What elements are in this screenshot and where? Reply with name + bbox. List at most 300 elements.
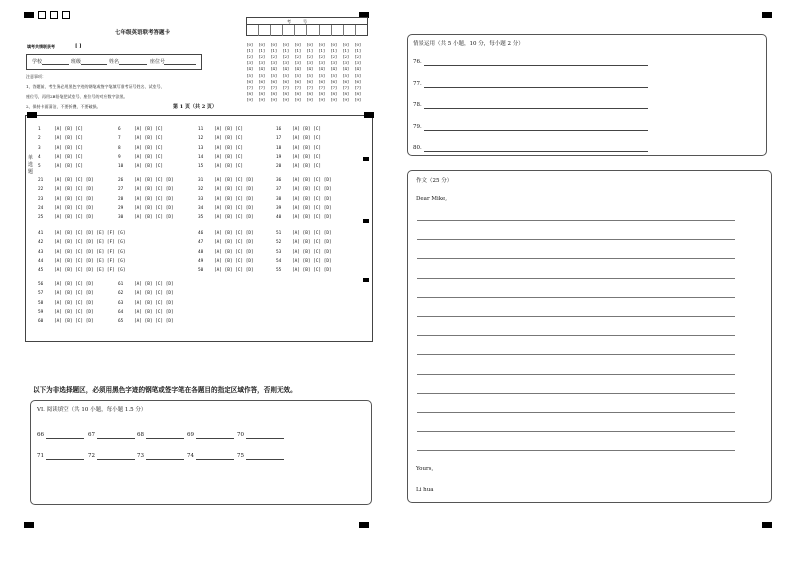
digit-bubble[interactable]: [3] (343, 60, 349, 66)
digit-bubble[interactable]: [3] (307, 60, 313, 66)
digit-bubble[interactable]: [9] (355, 96, 361, 102)
question-number: 29 (118, 205, 124, 211)
essay-writing-line[interactable] (417, 393, 735, 394)
answer-options[interactable]: [A] [B] [C] [D] (54, 300, 94, 306)
question-number: 13 (198, 145, 204, 151)
digit-bubble[interactable]: [1] (271, 48, 277, 54)
digit-bubble[interactable]: [4] (343, 66, 349, 72)
answer-options[interactable]: [A] [B] [C] [D] (134, 187, 174, 193)
question-number: 9 (118, 154, 121, 160)
corner-mark (762, 522, 772, 528)
instruction-text: 以下为非选择题区，必须用黑色字迹的钢笔或签字笔在各题目的指定区域作答，否则无效。 (33, 386, 297, 394)
question-number: 36 (276, 178, 282, 183)
question-number: 6 (118, 127, 121, 132)
digit-bubble[interactable]: [2] (283, 54, 289, 60)
answer-options[interactable]: [A] [B] [C] [D] (54, 309, 94, 315)
cloze-box (30, 400, 372, 505)
cloze-answer-line[interactable] (196, 459, 234, 460)
cloze-answer-line[interactable] (97, 438, 135, 439)
digit-bubble[interactable]: [5] (247, 72, 253, 78)
answer-options[interactable]: [A] [B] [C] [D] [E] [F] [G] (54, 258, 126, 264)
digit-bubble[interactable]: [6] (331, 78, 337, 84)
answer-options[interactable]: [A] [B] [C] [D] (54, 196, 94, 202)
student-info-box (26, 54, 202, 70)
essay-writing-line[interactable] (417, 374, 735, 375)
digit-bubble[interactable]: [2] (247, 54, 253, 60)
answer-options[interactable]: [A] [B] [C] [D] (134, 309, 174, 315)
digit-bubble[interactable]: [0] (307, 42, 313, 47)
essay-signature: Li hua (416, 487, 434, 493)
cloze-number: 69 (187, 432, 194, 438)
question-number: 8 (118, 145, 121, 151)
question-number: 46 (198, 231, 204, 236)
question-number: 15 (198, 164, 204, 170)
essay-writing-line[interactable] (417, 354, 735, 355)
digit-bubble[interactable]: [1] (307, 48, 313, 54)
digit-bubble[interactable]: [9] (343, 96, 349, 102)
answer-options[interactable]: [A] [B] [C] (134, 145, 164, 151)
answer-options[interactable]: [A] [B] [C] [D] (292, 187, 332, 193)
cloze-number: 74 (187, 453, 194, 459)
question-number: 63 (118, 300, 124, 306)
digit-bubble[interactable]: [9] (307, 96, 313, 102)
question-number: 54 (276, 258, 282, 264)
cloze-answer-line[interactable] (146, 438, 184, 439)
corner-mark (24, 12, 34, 18)
digit-bubble[interactable]: [2] (295, 54, 301, 60)
cloze-number: 73 (137, 453, 144, 459)
answer-options[interactable]: [A] [B] [C] [D] (134, 291, 174, 297)
digit-bubble[interactable]: [8] (247, 90, 253, 96)
answer-options[interactable]: [A] [B] [C] (134, 127, 164, 132)
situational-answer-line[interactable] (424, 151, 648, 152)
answer-options[interactable]: [A] [B] [C] (54, 127, 84, 132)
answer-options[interactable]: [A] [B] [C] [D] (214, 196, 254, 202)
question-number: 1 (38, 127, 41, 132)
question-number: 23 (38, 196, 44, 202)
answer-options[interactable]: [A] [B] [C] [D] (134, 205, 174, 211)
essay-writing-line[interactable] (417, 239, 735, 240)
digit-bubble[interactable]: [5] (271, 72, 277, 78)
checkbox-icon (62, 11, 70, 19)
question-number: 21 (38, 178, 44, 183)
exam-number-box (246, 17, 368, 36)
question-number: 51 (276, 231, 282, 236)
digit-bubble[interactable]: [5] (259, 72, 265, 78)
digit-bubble[interactable]: [0] (331, 42, 337, 47)
answer-options[interactable]: [A] [B] [C] [D] [E] [F] [G] (54, 231, 126, 236)
digit-bubble[interactable]: [7] (343, 84, 349, 90)
digit-bubble[interactable]: [0] (247, 42, 253, 47)
question-number: 38 (276, 196, 282, 202)
digit-bubble[interactable]: [9] (247, 96, 253, 102)
answer-options[interactable]: [A] [B] [C] (134, 154, 164, 160)
digit-bubble[interactable]: [2] (343, 54, 349, 60)
exam-number-label: 考 号 (287, 19, 307, 24)
digit-bubble[interactable]: [4] (307, 66, 313, 72)
answer-options[interactable]: [A] [B] [C] [D] (54, 187, 94, 193)
cloze-number: 68 (137, 432, 144, 438)
question-number: 16 (276, 127, 282, 132)
question-number: 4 (38, 154, 41, 160)
question-number: 62 (118, 291, 124, 297)
situational-number: 79. (413, 123, 422, 130)
answer-options[interactable]: [A] [B] [C] [D] (292, 205, 332, 211)
digit-bubble[interactable]: [1] (319, 48, 325, 54)
fill-bracket: [ ] (75, 43, 82, 49)
cloze-answer-line[interactable] (196, 438, 234, 439)
digit-bubble[interactable]: [4] (283, 66, 289, 72)
digit-bubble[interactable]: [2] (259, 54, 265, 60)
answer-options[interactable]: [A] [B] [C] [D] (292, 258, 332, 264)
answer-options[interactable]: [A] [B] [C] [D] (54, 178, 94, 183)
digit-bubble[interactable]: [3] (271, 60, 277, 66)
digit-bubble[interactable]: [5] (355, 72, 361, 78)
digit-bubble[interactable]: [4] (247, 66, 253, 72)
situational-number: 77. (413, 80, 422, 87)
digit-bubble[interactable]: [2] (355, 54, 361, 60)
digit-bubble[interactable]: [0] (271, 42, 277, 47)
digit-bubble[interactable]: [9] (259, 96, 265, 102)
answer-options[interactable]: [A] [B] [C] [D] (292, 240, 332, 246)
digit-bubble[interactable]: [3] (259, 60, 265, 66)
digit-bubble[interactable]: [3] (319, 60, 325, 66)
answer-options[interactable]: [A] [B] [C] (292, 127, 322, 132)
digit-bubble[interactable]: [5] (295, 72, 301, 78)
question-number: 50 (198, 268, 204, 274)
digit-bubble[interactable]: [6] (271, 78, 277, 84)
digit-bubble[interactable]: [0] (343, 42, 349, 47)
digit-bubble[interactable]: [9] (295, 96, 301, 102)
answer-options[interactable]: [A] [B] [C] [D] (292, 249, 332, 255)
checkbox-icon (50, 11, 58, 19)
digit-bubble[interactable]: [7] (247, 84, 253, 90)
digit-bubble[interactable]: [3] (295, 60, 301, 66)
corner-mark (762, 12, 772, 18)
question-number: 44 (38, 258, 44, 264)
digit-bubble[interactable]: [6] (307, 78, 313, 84)
cloze-number: 70 (237, 432, 244, 438)
question-number: 40 (276, 215, 282, 221)
situational-answer-line[interactable] (424, 130, 648, 131)
digit-bubble[interactable]: [1] (247, 48, 253, 54)
notes-title: 注意事项： (26, 74, 46, 79)
question-number: 58 (38, 300, 44, 306)
answer-options[interactable]: [A] [B] [C] [D] (54, 205, 94, 211)
digit-bubble[interactable]: [9] (271, 96, 277, 102)
essay-greeting: Dear Mike, (416, 196, 448, 202)
question-number: 11 (198, 127, 204, 132)
cloze-answer-line[interactable] (46, 438, 84, 439)
digit-bubble[interactable]: [7] (295, 84, 301, 90)
question-number: 33 (198, 196, 204, 202)
answer-options[interactable]: [A] [B] [C] [D] (292, 268, 332, 274)
situational-number: 78. (413, 102, 422, 108)
essay-writing-line[interactable] (417, 431, 735, 432)
essay-writing-line[interactable] (417, 297, 735, 298)
answer-options[interactable]: [A] [B] [C] (292, 136, 322, 142)
fill-label: 填考共情联获考 (27, 44, 55, 49)
cloze-number: 67 (88, 432, 95, 438)
question-number: 55 (276, 268, 282, 274)
answer-options[interactable]: [A] [B] [C] [D] (214, 231, 254, 236)
essay-writing-line[interactable] (417, 316, 735, 317)
answer-options[interactable]: [A] [B] [C] (214, 145, 244, 151)
cloze-title: VI. 阅读填空（共 10 小题，每小题 1.5 分） (37, 407, 147, 413)
situational-number: 80. (413, 145, 422, 151)
question-number: 26 (118, 178, 124, 183)
answer-options[interactable]: [A] [B] [C] [D] (292, 196, 332, 202)
cloze-number: 66 (37, 432, 44, 438)
digit-bubble[interactable]: [8] (295, 90, 301, 96)
answer-options[interactable]: [A] [B] [C] (54, 164, 84, 170)
essay-writing-line[interactable] (417, 335, 735, 336)
answer-options[interactable]: [A] [B] [C] [D] (214, 178, 254, 183)
answer-options[interactable]: [A] [B] [C] (54, 136, 84, 142)
digit-bubble[interactable]: [5] (343, 72, 349, 78)
question-number: 20 (276, 164, 282, 170)
digit-bubble[interactable]: [1] (295, 48, 301, 54)
essay-writing-line[interactable] (417, 258, 735, 259)
digit-bubble[interactable]: [1] (283, 48, 289, 54)
digit-bubble[interactable]: [8] (307, 90, 313, 96)
situational-answer-line[interactable] (424, 87, 648, 88)
digit-bubble[interactable]: [7] (307, 84, 313, 90)
digit-bubble[interactable]: [6] (247, 78, 253, 84)
question-number: 37 (276, 187, 282, 193)
digit-bubble[interactable]: [6] (283, 78, 289, 84)
answer-options[interactable]: [A] [B] [C] [D] [E] [F] [G] (54, 240, 126, 246)
question-number: 34 (198, 205, 204, 211)
answer-options[interactable]: [A] [B] [C] (54, 154, 84, 160)
digit-bubble[interactable]: [9] (331, 96, 337, 102)
cloze-number: 72 (88, 453, 95, 459)
answer-options[interactable]: [A] [B] [C] [D] (54, 291, 94, 297)
question-number: 53 (276, 249, 282, 255)
cloze-answer-line[interactable] (97, 459, 135, 460)
digit-bubble[interactable]: [0] (259, 42, 265, 47)
question-number: 18 (276, 145, 282, 151)
answer-options[interactable]: [A] [B] [C] (292, 164, 322, 170)
digit-bubble[interactable]: [7] (259, 84, 265, 90)
question-number: 5 (38, 164, 41, 170)
digit-bubble[interactable]: [1] (355, 48, 361, 54)
class-label: 班级 (71, 59, 82, 65)
situational-box (407, 34, 767, 156)
question-number: 22 (38, 187, 44, 193)
answer-options[interactable]: [A] [B] [C] (292, 145, 322, 151)
question-number: 32 (198, 187, 204, 193)
question-number: 57 (38, 291, 44, 297)
question-number: 42 (38, 240, 44, 246)
question-number: 65 (118, 319, 124, 325)
essay-closing: Yours, (416, 466, 434, 472)
digit-bubble[interactable]: [8] (331, 90, 337, 96)
answer-options[interactable]: [A] [B] [C] [D] (214, 258, 254, 264)
digit-bubble[interactable]: [1] (343, 48, 349, 54)
digit-bubble[interactable]: [2] (307, 54, 313, 60)
question-number: 39 (276, 205, 282, 211)
digit-bubble[interactable]: [8] (271, 90, 277, 96)
digit-bubble[interactable]: [6] (355, 78, 361, 84)
cloze-answer-line[interactable] (246, 438, 284, 439)
answer-options[interactable]: [A] [B] [C] [D] (134, 319, 174, 325)
cloze-answer-line[interactable] (46, 459, 84, 460)
answer-options[interactable]: [A] [B] [C] [D] (54, 319, 94, 325)
answer-options[interactable]: [A] [B] [C] [D] (292, 231, 332, 236)
question-number: 30 (118, 215, 124, 221)
question-number: 12 (198, 136, 204, 142)
digit-bubble[interactable]: [5] (307, 72, 313, 78)
note-line: 1、答题前，考生务必用黑色字迹的钢笔或签字笔填写准考证号姓名、试室号、 (26, 84, 165, 89)
question-number: 43 (38, 249, 44, 255)
answer-options[interactable]: [A] [B] [C] [D] (292, 215, 332, 221)
answer-options[interactable]: [A] [B] [C] [D] (214, 205, 254, 211)
digit-bubble[interactable]: [3] (283, 60, 289, 66)
digit-bubble[interactable]: [8] (319, 90, 325, 96)
answer-options[interactable]: [A] [B] [C] [D] (134, 282, 174, 287)
digit-bubble[interactable]: [2] (331, 54, 337, 60)
digit-bubble[interactable]: [6] (343, 78, 349, 84)
question-number: 47 (198, 240, 204, 246)
answer-options[interactable]: [A] [B] [C] [D] (214, 268, 254, 274)
answer-options[interactable]: [A] [B] [C] (292, 154, 322, 160)
answer-options[interactable]: [A] [B] [C] [D] (214, 187, 254, 193)
essay-writing-line[interactable] (417, 450, 735, 451)
corner-mark (24, 522, 34, 528)
school-label: 学校 (32, 59, 43, 65)
situational-answer-line[interactable] (424, 65, 648, 66)
seat-label: 座位号 (150, 59, 166, 65)
situational-answer-line[interactable] (424, 108, 648, 109)
question-number: 25 (38, 215, 44, 221)
digit-bubble[interactable]: [0] (319, 42, 325, 47)
question-number: 28 (118, 196, 124, 202)
digit-bubble[interactable]: [3] (247, 60, 253, 66)
question-number: 3 (38, 145, 41, 151)
answer-options[interactable]: [A] [B] [C] [D] (134, 178, 174, 183)
digit-bubble[interactable]: [2] (319, 54, 325, 60)
digit-bubble[interactable]: [4] (295, 66, 301, 72)
digit-bubble[interactable]: [5] (331, 72, 337, 78)
page-number: 第 1 页（共 2 页） (173, 104, 217, 110)
answer-options[interactable]: [A] [B] [C] [D] (54, 215, 94, 221)
answer-options[interactable]: [A] [B] [C] [D] (292, 178, 332, 183)
digit-bubble[interactable]: [7] (271, 84, 277, 90)
section-label: 单选题 (28, 155, 34, 175)
answer-options[interactable]: [A] [B] [C] [D] (214, 240, 254, 246)
timing-mark (364, 112, 374, 118)
question-number: 27 (118, 187, 124, 193)
question-number: 56 (38, 282, 44, 287)
digit-bubble[interactable]: [4] (331, 66, 337, 72)
essay-writing-line[interactable] (417, 220, 735, 221)
question-number: 31 (198, 178, 204, 183)
cloze-answer-line[interactable] (146, 459, 184, 460)
digit-bubble[interactable]: [5] (319, 72, 325, 78)
digit-bubble[interactable]: [3] (331, 60, 337, 66)
question-number: 24 (38, 205, 44, 211)
essay-writing-line[interactable] (417, 412, 735, 413)
answer-options[interactable]: [A] [B] [C] (134, 136, 164, 142)
digit-bubble[interactable]: [9] (319, 96, 325, 102)
digit-bubble[interactable]: [4] (355, 66, 361, 72)
timing-mark (27, 112, 37, 118)
question-number: 7 (118, 136, 121, 142)
digit-bubble[interactable]: [1] (331, 48, 337, 54)
corner-mark (359, 522, 369, 528)
digit-bubble[interactable]: [9] (283, 96, 289, 102)
answer-options[interactable]: [A] [B] [C] [D] (214, 215, 254, 221)
answer-options[interactable]: [A] [B] [C] (214, 136, 244, 142)
question-number: 17 (276, 136, 282, 142)
digit-bubble[interactable]: [0] (283, 42, 289, 47)
answer-options[interactable]: [A] [B] [C] [D] (134, 196, 174, 202)
answer-options[interactable]: [A] [B] [C] (134, 164, 164, 170)
digit-bubble[interactable]: [2] (271, 54, 277, 60)
digit-bubble[interactable]: [3] (355, 60, 361, 66)
digit-bubble[interactable]: [0] (295, 42, 301, 47)
checkbox-icon (38, 11, 46, 19)
digit-bubble[interactable]: [6] (295, 78, 301, 84)
answer-options[interactable]: [A] [B] [C] [D] [E] [F] [G] (54, 268, 126, 274)
answer-options[interactable]: [A] [B] [C] [D] (134, 215, 174, 221)
answer-options[interactable]: [A] [B] [C] [D] (134, 300, 174, 306)
cloze-answer-line[interactable] (246, 459, 284, 460)
digit-bubble[interactable]: [4] (319, 66, 325, 72)
cloze-number: 71 (37, 453, 44, 459)
digit-bubble[interactable]: [8] (343, 90, 349, 96)
answer-options[interactable]: [A] [B] [C] (214, 127, 244, 132)
question-number: 19 (276, 154, 282, 160)
digit-bubble[interactable]: [7] (319, 84, 325, 90)
digit-bubble[interactable]: [1] (259, 48, 265, 54)
digit-bubble[interactable]: [8] (355, 90, 361, 96)
question-number: 48 (198, 249, 204, 255)
answer-options[interactable]: [A] [B] [C] (54, 145, 84, 151)
question-number: 2 (38, 136, 41, 142)
question-number: 10 (118, 164, 124, 170)
question-number: 35 (198, 215, 204, 221)
digit-bubble[interactable]: [8] (259, 90, 265, 96)
digit-bubble[interactable]: [7] (331, 84, 337, 90)
digit-bubble[interactable]: [4] (271, 66, 277, 72)
question-number: 45 (38, 268, 44, 274)
answer-options[interactable]: [A] [B] [C] [D] (54, 282, 94, 287)
answer-options[interactable]: [A] [B] [C] [D] (214, 249, 254, 255)
answer-options[interactable]: [A] [B] [C] [D] [E] [F] [G] (54, 249, 126, 255)
note-line: 座位号，再用2B铅笔把试室号、座位号的对应数字涂黑。 (26, 94, 128, 99)
question-number: 60 (38, 319, 44, 325)
digit-bubble[interactable]: [7] (355, 84, 361, 90)
digit-bubble[interactable]: [6] (259, 78, 265, 84)
digit-bubble[interactable]: [5] (283, 72, 289, 78)
question-number: 64 (118, 309, 124, 315)
essay-title: 作文（25 分） (416, 178, 453, 184)
digit-bubble[interactable]: [4] (259, 66, 265, 72)
digit-bubble[interactable]: [7] (283, 84, 289, 90)
answer-options[interactable]: [A] [B] [C] (214, 164, 244, 170)
answer-options[interactable]: [A] [B] [C] (214, 154, 244, 160)
note-line: 2、保持卡面清洁，不要折叠，不要破损。 (26, 104, 101, 109)
essay-writing-line[interactable] (417, 278, 735, 279)
digit-bubble[interactable]: [8] (283, 90, 289, 96)
digit-bubble[interactable]: [6] (319, 78, 325, 84)
digit-bubble[interactable]: [0] (355, 42, 361, 47)
cloze-number: 75 (237, 453, 244, 459)
situational-title: 情景运用（共 5 小题，10 分，每小题 2 分） (413, 41, 524, 47)
question-number: 59 (38, 309, 44, 315)
